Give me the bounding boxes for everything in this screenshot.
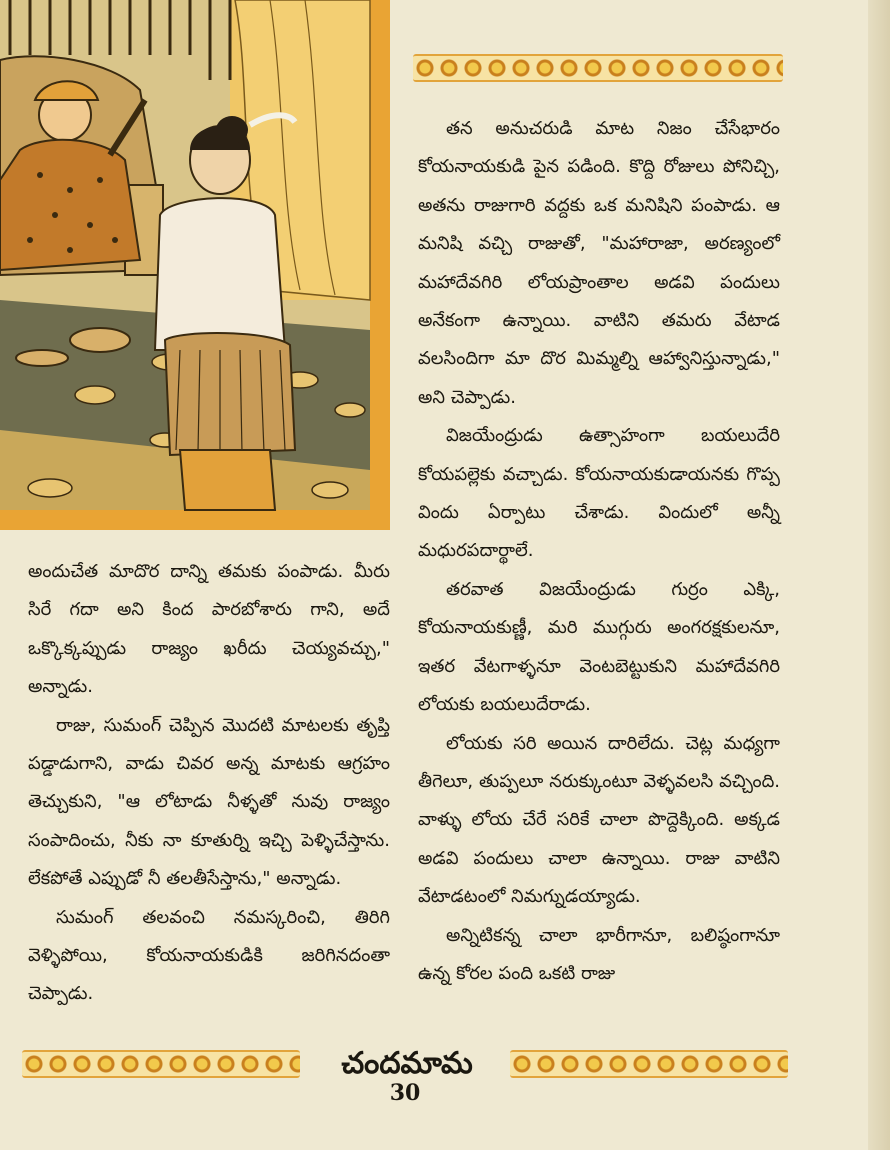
right-paragraph-1: తన అనుచరుడి మాట నిజం చేసేభారం కోయనాయకుడి పైన పడింది. కొద్ది రోజులు పోనిచ్చి, అతను రాజుగారి వద్దకు ఒక మనిషిని పంపాడు. ఆ మనిషి వచ్చి రాజుతో, "మహారాజా, అరణ్యంలో మహాదేవగిరి లోయప్రాంతాల అడవి పందులు అనేకంగా ఉన్నాయి. వాటిని తమరు వేటాడ వలసిందిగా మా దొర మిమ్మల్ని ఆహ్వానిస్తున్నాడు," అని చెప్పాడు. — [418, 118, 780, 408]
right-paragraph-4: లోయకు సరి అయిన దారిలేదు. చెట్ల మధ్యగా తీగెలూ, తుప్పలూ నరుక్కుంటూ వెళ్ళవలసి వచ్చింది. వాళ్ళు లోయ చేరే సరికే చాలా పొద్దెక్కింది. అక్కడ అడవి పందులు చాలా ఉన్నాయి. రాజు వాటిని వేటాడటంలో నిమగ్నుడయ్యాడు. — [418, 732, 780, 908]
left-paragraph-1: అందుచేత మాదొర దాన్ని తమకు పంపాడు. మీరు సిరే గదా అని కింద పారబోశారు గాని, అదే ఒక్కొక్కప్పుడు రాజ్యం ఖరీదు చెయ్యవచ్చు," అన్నాడు. — [28, 561, 390, 698]
top-right-ornament — [413, 54, 783, 82]
right-column-text — [418, 110, 780, 993]
footer-right-ornament — [510, 1050, 788, 1078]
magazine-title: చందమామ — [341, 1046, 473, 1081]
page-number: 30 — [389, 1080, 421, 1106]
right-paragraph-3: తరవాత విజయేంద్రుడు గుర్రం ఎక్కి, కోయనాయకుణ్ణీ, మరి ముగ్గురు అంగరక్షకులనూ, ఇతర వేటగాళ్ళనూ వెంటబెట్టుకుని మహాదేవగిరి లోయకు బయలుదేరాడు. — [418, 578, 780, 716]
page-edge-shadow — [868, 0, 890, 1150]
king-on-throne-with-tribal-man-icon — [0, 0, 390, 530]
left-column-text — [28, 553, 390, 1014]
left-paragraph-2: రాజు, సుమంగ్ చెప్పిన మొదటి మాటలకు తృప్తి పడ్డాడుగాని, వాడు చివర అన్న మాటకు ఆగ్రహం తెచ్చుకుని, "ఆ లోటాడు నీళ్ళతో నువు రాజ్యం సంపాదించు, నీకు నా కూతుర్ని ఇచ్చి పెళ్ళిచేస్తాను. లేకపోతే ఎప్పుడో నీ తలతీసేస్తాను," అన్నాడు. — [28, 714, 390, 890]
right-paragraph-5: అన్నిటికన్న చాలా భారీగానూ, బలిష్ఠంగానూ ఉన్న కోరల పంది ఒకటి రాజు — [418, 924, 780, 984]
left-paragraph-3: సుమంగ్ తలవంచి నమస్కరించి, తిరిగి వెళ్ళిపోయి, కోయనాయకుడికి జరిగినదంతా చెప్పాడు. — [28, 906, 390, 1005]
right-paragraph-2: విజయేంద్రుడు ఉత్సాహంగా బయలుదేరి కోయపల్లెకు వచ్చాడు. కోయనాయకుడాయనకు గొప్ప విందు ఏర్పాటు చేశాడు. విందులో అన్నీ మధురపదార్థాలే. — [418, 425, 780, 562]
footer-left-ornament — [22, 1050, 300, 1078]
story-illustration — [0, 0, 390, 530]
